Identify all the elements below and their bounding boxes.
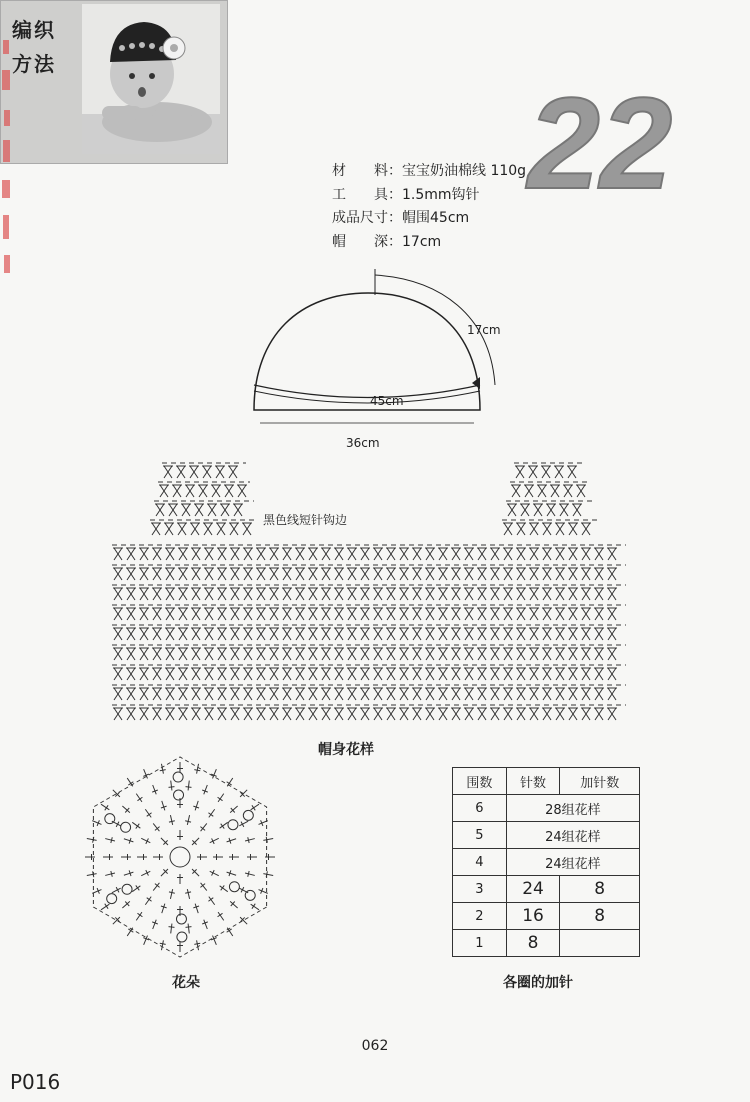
col-header-increase: 加针数 [560,768,640,795]
pattern-number [510,70,690,220]
hat-width-label: 36cm [346,436,380,450]
baby-photo [82,4,220,154]
pattern-code: P016 [10,1070,61,1094]
increase-table [452,767,640,957]
page-number: 062 [361,1038,389,1054]
hat-depth-label: 17cm [467,323,501,337]
flower-caption: 花朵 [172,975,200,991]
material-row: 成品尺寸：帽围45cm [332,210,470,226]
hat-shape-diagram [240,265,500,455]
increase-table-caption: 各圈的加针 [503,975,573,991]
header-title-line1: 编织 [12,18,56,42]
table-row: 2 16 8 [453,903,640,930]
material-row: 材 料：宝宝奶油棉线 110g [332,163,527,179]
header-title-line2: 方法 [12,52,56,76]
table-row: 3 24 8 [453,876,640,903]
table-row: 1 8 [453,930,640,957]
col-header-round: 围数 [453,768,507,795]
col-header-stitches: 针数 [506,768,560,795]
body-pattern-caption: 帽身花样 [318,742,374,758]
table-row: 6 28组花样 [453,795,640,822]
flower-stitch-chart [75,752,285,967]
body-edge-note: 黑色线短针钩边 [263,513,348,527]
table-header-row [453,768,640,795]
hat-circumference-label: 45cm [370,394,404,408]
table-row: 4 24组花样 [453,849,640,876]
pattern-number-text: 22 [527,70,673,216]
material-row: 工 具：1.5mm钩针 [332,187,480,203]
material-row: 帽 深：17cm [332,234,442,250]
table-row: 5 24组花样 [453,822,640,849]
hat-body-stitch-chart [110,462,630,740]
